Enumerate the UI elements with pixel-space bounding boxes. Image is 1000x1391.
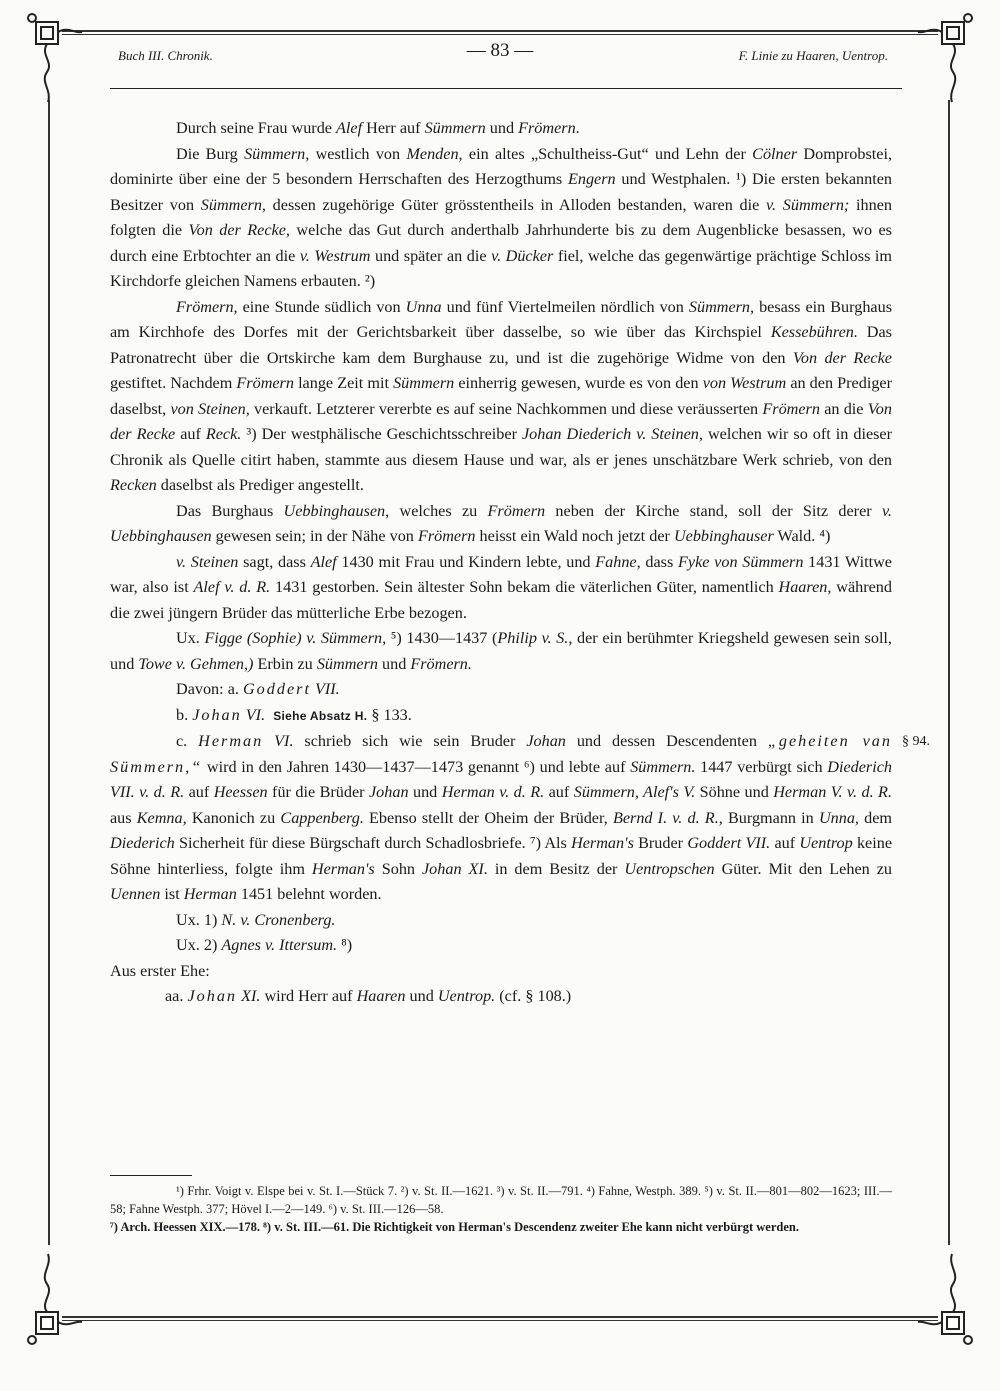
footnote-line-1: ¹) Frhr. Voigt v. Elspe bei v. St. I.—Stück 7. ²) v. St. II.—1621. ³) v. St. II.—791. ⁴) Fahne, Westph. 389. ⁵) v. St. II.—801—802—1623; III.—58; Fahne Westph. 377; Hövel I.—2—149. ⁶) v. St. III.—126—58. <box>110 1184 892 1216</box>
paragraph-3: Frömern, eine Stunde südlich von Unna und fünf Viertelmeilen nördlich von Sümmern, besass ein Burghaus am Kirchhofe des Dorfes mit der Gerichtsbarkeit über dasselbe, so wie über das Kirchspiel Kessebühren. Das Patronatrecht über die Ortskirche kam dem Burghause zu, und ist die zugehörige Widme von den Von der Recke gestiftet. Nachdem Frömern lange Zeit mit Sümmern einherrig gewesen, wurde es von den von Westrum an den Prediger daselbst, von Steinen, verkauft. Letzterer vererbte es auf seine Nachkommen und diese veräusserten Frömern an die Von der Recke auf Reck. ³) Der westphälische Geschichtsschreiber Johan Diederich v. Steinen, welchen wir so oft in dieser Chronik als Quelle citirt haben, stammte aus diesem Hause und war, als er jenes unschätzbare Werk schrieb, von den Recken daselbst als Prediger angestellt. <box>110 297 893 494</box>
frame-top-border <box>62 30 938 32</box>
paragraph-13: aa. Johan XI. wird Herr auf Haaren und Uentrop. (cf. § 108.) <box>165 987 572 1005</box>
page-body <box>110 116 930 1010</box>
footnote-rule <box>110 1175 192 1176</box>
paragraph-10: Ux. 1) N. v. Cronenberg. <box>176 910 336 929</box>
header-rule <box>110 88 902 89</box>
frame-right-border <box>948 100 950 1245</box>
frame-bottom-border-inner <box>62 1320 938 1321</box>
paragraph-5: v. Steinen sagt, dass Alef 1430 mit Frau und Kindern lebte, und Fahne, dass Fyke von Sümmern 1431 Wittwe war, also ist Alef v. d. R. 1431 gestorben. Sein ältester Sohn bekam die väterlichen Güter, namentlich Haaren, während die zwei jüngern Brüder das mütterliche Erbe bezogen. <box>110 552 892 622</box>
paragraph-11: Ux. 2) Agnes v. Ittersum. ⁸) <box>176 936 353 954</box>
footnotes <box>110 1182 892 1236</box>
paragraph-4: Das Burghaus Uebbinghausen, welches zu Frömern neben der Kirche stand, soll der Sitz derer v. Uebbinghausen gewesen sein; in der Nähe von Frömern heisst ein Wald noch jetzt der Uebbinghauser Wald. ⁴) <box>110 501 892 545</box>
paragraph-7: Davon: a. Goddert VII. <box>176 680 340 698</box>
frame-top-border-inner <box>62 34 938 35</box>
page-number: — 83 — <box>466 40 534 61</box>
frame-bottom-border <box>62 1316 938 1318</box>
paragraph-1: Durch seine Frau wurde Alef Herr auf Sümmern und Frömern. <box>176 119 580 137</box>
paragraph-8: b. Johan VI. Siehe Absatz H. § 133. <box>176 705 412 724</box>
paragraph-2: Die Burg Sümmern, westlich von Menden, ein altes „Schultheiss-Gut“ und Lehn der Cölner Domprobstei, dominirte über eine der 5 besondern Herrschaften des Herzogthums Engern und Westphalen. ¹) Die ersten bekannten Besitzer von Sümmern, dessen zugehörige Güter grösstentheils in Alloden bestanden, waren die v. Sümmern; ihnen folgten die Von der Recke, welche das Gut durch anderthalb Jahrhunderte bis zu dem Augenblicke besassen, wo es durch eine Erbtochter an die v. Westrum und später an die v. Dücker fiel, welche das gegenwärtige prächtige Schloss im Kirchdorfe gleichen Namens erbauten. ²) <box>110 144 893 290</box>
frame-left-border <box>48 100 50 1245</box>
corner-ornament-bottom-left-icon <box>22 1250 82 1350</box>
paragraph-6: Ux. Figge (Sophie) v. Sümmern, ⁵) 1430—1437 (Philip v. S., der ein berühmter Kriegsheld gewesen sein soll, und Towe v. Gehmen,) Erbin zu Sümmern und Frömern. <box>110 629 892 673</box>
running-head-right: F. Linie zu Haaren, Uentrop. <box>738 48 888 63</box>
running-head-left: Buch III. Chronik. <box>118 48 213 63</box>
footnote-line-2: ⁷) Arch. Heessen XIX.—178. ⁸) v. St. III.—61. Die Richtigkeit von Herman's Descendenz zweiter Ehe kann nicht verbürgt werden. <box>110 1220 799 1234</box>
paragraph-9: § 94. c. Herman VI. schrieb sich wie sein Bruder Johan und dessen Descendenten „geheiten van Sümmern,“ wird in den Jahren 1430—1437—1473 genannt ⁶) und lebte auf Sümmern. 1447 verbürgt sich Diederich VII. v. d. R. auf Heessen für die Brüder Johan und Herman v. d. R. auf Sümmern, Alef's V. Söhne und Herman V. v. d. R. aus Kemna, Kanonich zu Cappenberg. Ebenso stellt der Oheim der Brüder, Bernd I. v. d. R., Burgmann in Unna, dem Diederich Sicherheit für diese Bürgschaft durch Schadlosbriefe. ⁷) Als Herman's Bruder Goddert VII. auf Uentrop keine Söhne hinterliess, folgte ihm Herman's Sohn Johan XI. in dem Besitz der Uentropschen Güter. Mit den Lehen zu Uennen ist Herman 1451 belehnt worden. <box>110 729 892 908</box>
corner-ornament-bottom-right-icon <box>918 1250 978 1350</box>
paragraph-12: Aus erster Ehe: <box>110 961 210 980</box>
margin-note: § 94. <box>902 734 930 749</box>
